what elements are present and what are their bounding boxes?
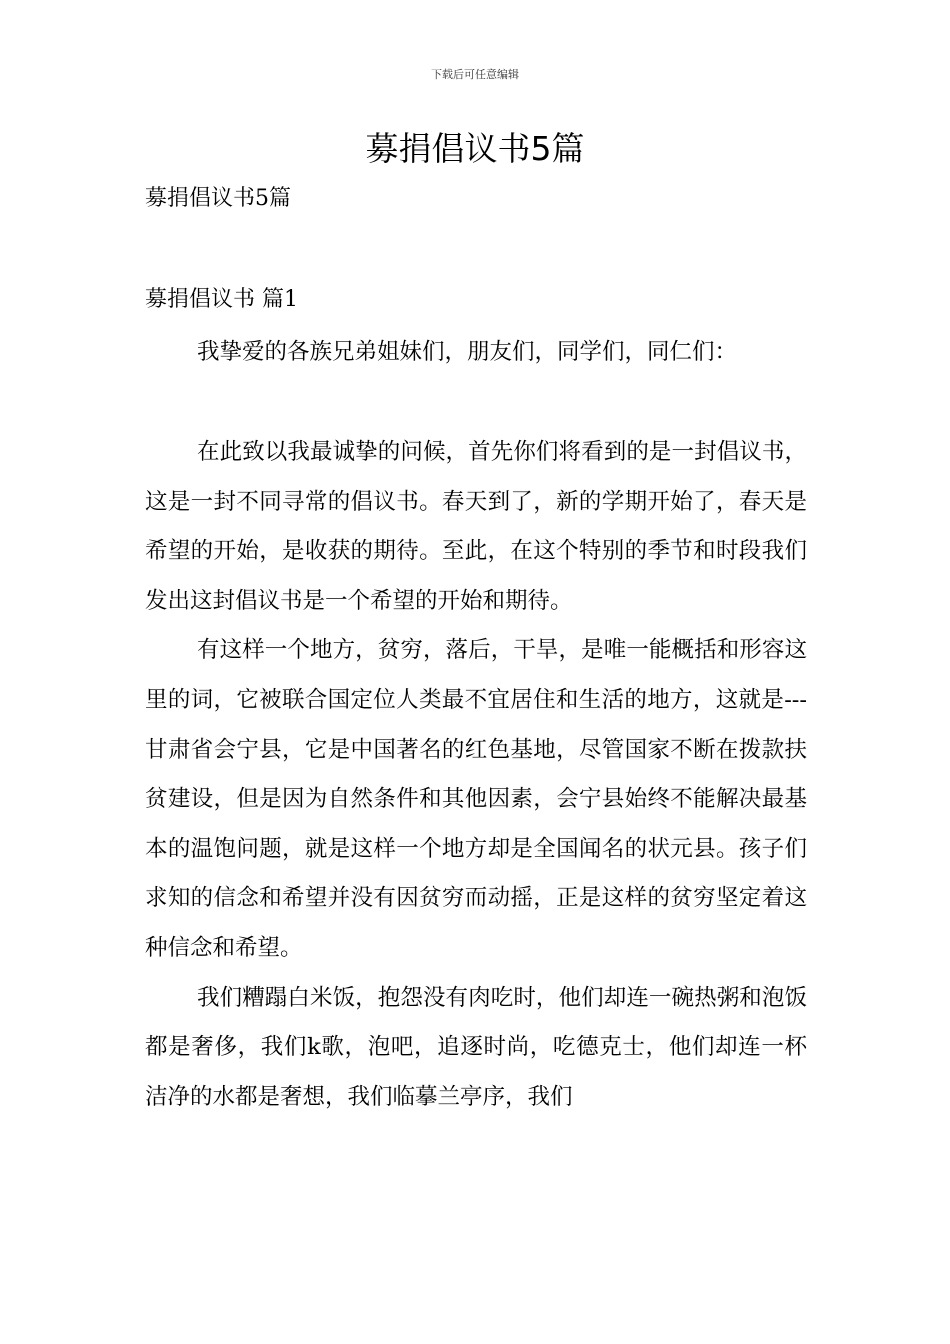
document-subtitle: 募捐倡议书5篇 <box>145 186 291 211</box>
section-heading: 募捐倡议书 篇1 <box>145 287 298 312</box>
body-text <box>145 428 807 1122</box>
header-note: 下载后可任意编辑 <box>431 68 519 81</box>
greeting-line: 我挚爱的各族兄弟姐妹们，朋友们，同学们，同仁们： <box>197 339 738 365</box>
paragraph-1: 在此致以我最诚挚的问候，首先你们将看到的是一封倡议书，这是一封不同寻常的倡议书。春天到了，新的学期开始了，春天是希望的开始，是收获的期待。至此，在这个特别的季节和时段我们发出这封倡议书是一个希望的开始和期待。 <box>145 439 807 614</box>
paragraph-3: 我们糟蹋白米饭，抱怨没有肉吃时，他们却连一碗热粥和泡饭都是奢侈，我们k歌，泡吧，追逐时尚，吃德克士，他们却连一杯洁净的水都是奢想，我们临摹兰亭序，我们 <box>145 984 807 1110</box>
paragraph-2: 有这样一个地方，贫穷，落后，干旱，是唯一能概括和形容这里的词，它被联合国定位人类最不宜居住和生活的地方，这就是---甘肃省会宁县，它是中国著名的红色基地，尽管国家不断在拨款扶贫建设，但是因为自然条件和其他因素，会宁县始终不能解决最基本的温饱问题，就是这样一个地方却是全国闻名的状元县。孩子们求知的信念和希望并没有因贫穷而动摇，正是这样的贫穷坚定着这种信念和希望。 <box>145 637 807 961</box>
document-title: 募捐倡议书5篇 <box>365 129 585 168</box>
